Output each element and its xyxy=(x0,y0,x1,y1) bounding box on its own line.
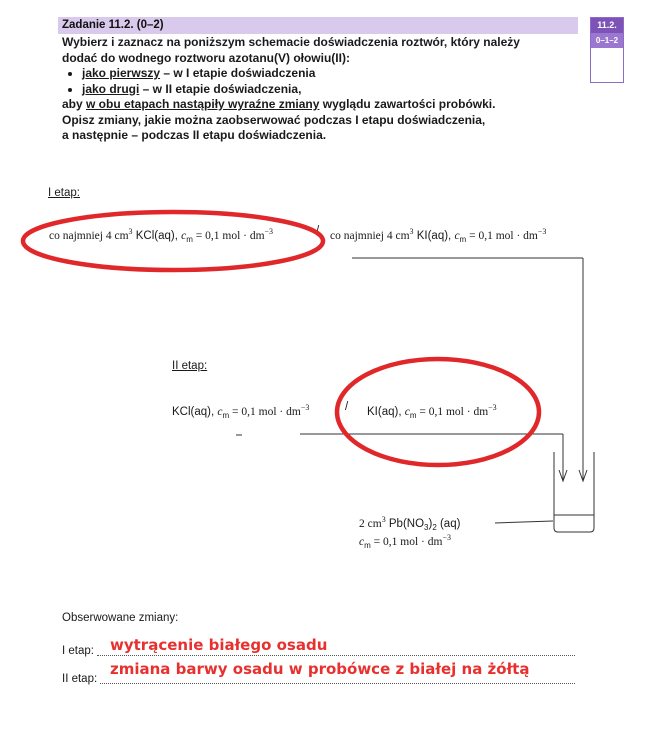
score-range: 0–1–2 xyxy=(591,33,623,48)
stage1-option-kcl[interactable]: co najmniej 4 $cm^3$ KCl(aq), $c_m = 0,1$ mol · $dm^{-3}$ xyxy=(49,227,274,245)
observations-heading: Obserwowane zmiany: xyxy=(62,612,179,624)
stage2-label: II etap: xyxy=(172,360,208,372)
observation-stage2-line xyxy=(100,683,575,684)
instruction-bullet-2: • jako drugi – w II etapie doświadczenia, xyxy=(82,82,582,98)
observation-stage1-line xyxy=(97,655,575,656)
stage1-option-ki[interactable]: co najmniej 4 $cm^3$ KI(aq), $c_m = 0,1$ mol · $dm^{-3}$ xyxy=(330,227,547,245)
instruction-line-2: dodać do wodnego roztworu azotanu(V) ołowiu(II): xyxy=(62,50,350,65)
stage1-label: I etap: xyxy=(48,187,80,199)
stage2-separator: / xyxy=(345,401,349,413)
observation-stage1-answer[interactable]: wytrącenie białego osadu xyxy=(110,636,328,654)
stage1-separator: / xyxy=(316,225,320,237)
answer-circle-stage1-kcl xyxy=(23,212,323,270)
task-title: Zadanie 11.2. (0–2) xyxy=(62,19,164,31)
stage2-option-kcl[interactable]: KCl(aq), $c_m = 0,1$ mol · $dm^{-3}$ xyxy=(172,403,310,421)
observation-stage1-label: I etap: xyxy=(62,645,94,657)
tube-label-pointer xyxy=(495,521,553,523)
instruction-line-3: aby w obu etapach nastąpiły wyraźne zmiany wyglądu zawartości probówki. xyxy=(62,97,496,111)
answer-circle-stage2-ki xyxy=(337,359,539,465)
observation-stage2-answer[interactable]: zmiana barwy osadu w probówce z białej na żółtą xyxy=(110,660,530,678)
stage2-option-ki[interactable]: KI(aq), $c_m = 0,1$ mol · $dm^{-3}$ xyxy=(367,403,497,421)
instruction-bullet-1: • jako pierwszy – w I etapie doświadczenia xyxy=(82,66,582,82)
tube-concentration-label: $c_m = 0,1$ mol · $dm^{-3}$ xyxy=(359,533,451,551)
instruction-line-5: a następnie – podczas II etapu doświadczenia. xyxy=(62,128,327,142)
score-code: 11.2. xyxy=(591,18,623,33)
instruction-line-4: Opisz zmiany, jakie można zaobserwować podczas I etapu doświadczenia, xyxy=(62,112,486,127)
observation-stage2-label: II etap: xyxy=(62,673,98,685)
tube-content-label: 2 $cm^3$ $Pb(NO_3)_2$ (aq) xyxy=(359,515,461,533)
instruction-line-1: Wybierz i zaznacz na poniższym schemacie doświadczenia roztwór, który należy xyxy=(62,35,520,49)
test-tube xyxy=(554,452,594,532)
